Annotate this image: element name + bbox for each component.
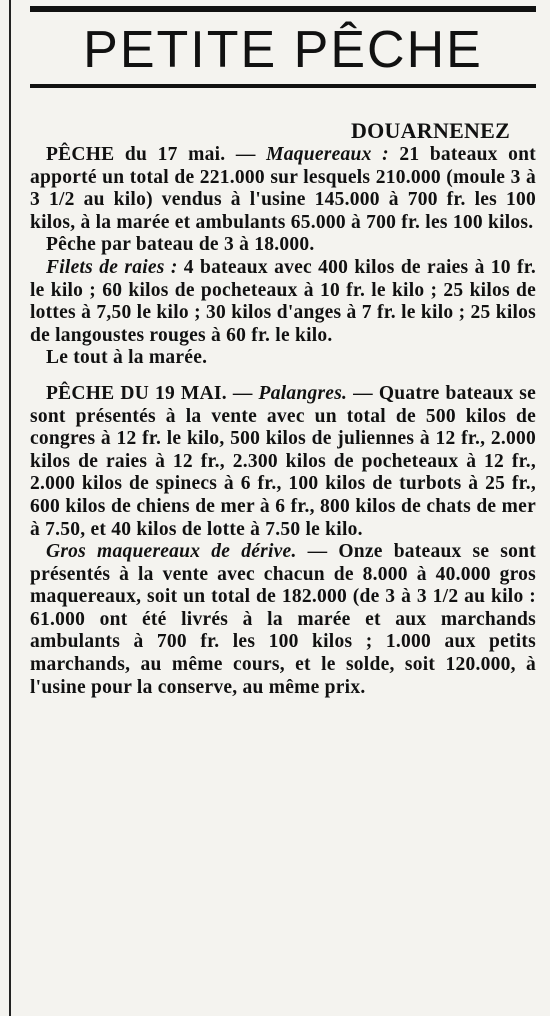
paragraph-text: Le tout à la marée. (46, 347, 208, 369)
paragraph-text: — Onze bateaux se sont présentés à la vente avec chacun de 8.000 à 40.000 gros maquereaux, soit un total de 182.000 (de 3 à 3 1/2 au kilo : 61.000 ont été livrés à la marée et aux marchands ambulants à 700 fr. les 100 kilos ; 1.000 aux petits marchands, au même cours, et le solde, soit 120.000, à l'usine pour la conserve, au même prix. (30, 541, 536, 698)
paragraph-text: — Quatre bateaux se sont présentés à la vente avec un total de 500 kilos de congres à 12 fr. le kilo, 500 kilos de juliennes à 12 fr., 2.000 kilos de raies à 12 fr., 2.300 kilos de pocheteaux à 12 fr., 2.000 kilos de spinecs à 6 fr., 100 kilos de turbots à 25 fr., 600 kilos de chiens de mer à 6 fr., 800 kilos de chats de mer à 7.50, et 40 kilos de lotte à 7.50 le kilo. (30, 382, 537, 540)
paragraph-lead: PÊCHE du 17 mai. — (46, 144, 267, 165)
paragraph-text: 21 bateaux ont apporté un total de 221.000 sur lesquels 210.000 (moule 3 à 3 1/2 au kilo) vendus à l'usine 145.000 à 700 fr. les 100 kilos, à la marée et ambulants 65.000 à 700 fr. les 100 kilos. (30, 144, 537, 233)
paragraph-text: Pêche par bateau de 3 à 18.000. (46, 234, 315, 256)
dateline: DOUARNENEZ (351, 118, 510, 143)
species-heading: Palangres. (258, 382, 348, 404)
species-heading: Gros maquereaux de dérive. (46, 541, 297, 563)
paragraph-filets-de-raies (30, 257, 536, 347)
column-rule (9, 0, 11, 1016)
header-top-rule (30, 6, 536, 12)
species-heading: Filets de raies : (46, 256, 178, 278)
article-body (30, 118, 536, 699)
paragraph-peche-par-bateau (30, 234, 536, 257)
paragraph-gros-maquereaux (30, 541, 536, 699)
paragraph-peche-19-mai (30, 383, 536, 541)
paragraph-text: 4 bateaux avec 400 kilos de raies à 10 fr. le kilo ; 60 kilos de pocheteaux à 10 fr. le kilo ; 25 kilos de lottes à 7,50 le kilo ; 30 kilos d'anges à 7 fr. le kilo ; 25 kilos de langoustes rouges à 60 fr. le kilo. (30, 256, 537, 346)
paragraph-lead: PÊCHE DU 19 MAI. — (46, 382, 259, 404)
paragraph-peche-17-mai (30, 144, 536, 234)
species-heading: Maquereaux : (266, 144, 389, 165)
paragraph-le-tout (30, 347, 536, 370)
header-bottom-rule (30, 84, 536, 88)
section-title: PETITE PÊCHE (83, 21, 483, 79)
